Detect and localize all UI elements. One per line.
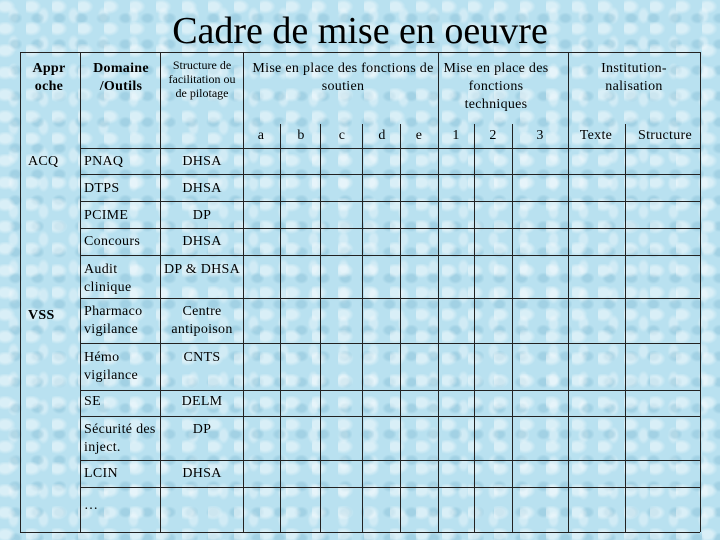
subheader-b: b	[297, 128, 305, 143]
grid-hline	[80, 416, 700, 417]
row-domaine: Pharmaco vigilance	[84, 304, 143, 337]
grid-vline	[243, 52, 244, 532]
subheader-d: d	[378, 128, 386, 143]
row-structure: DP	[192, 422, 212, 437]
subheader-e: e	[415, 128, 423, 143]
header-approche: Appr oche	[32, 61, 66, 94]
grid-hline	[80, 487, 700, 488]
grid-vline	[625, 124, 626, 532]
grid-vline	[400, 124, 401, 532]
header-techniques: Mise en place des fonctions techniques	[443, 61, 549, 112]
approach-vss: VSS	[28, 308, 55, 323]
grid-hline	[80, 228, 700, 229]
grid-vline	[280, 124, 281, 532]
grid-vline	[160, 52, 161, 532]
row-domaine: Audit clinique	[84, 262, 132, 295]
subheader-1: 1	[452, 128, 460, 143]
row-structure: CNTS	[183, 350, 221, 365]
grid-hline	[80, 390, 700, 391]
grid-vline	[700, 52, 701, 532]
row-structure: DHSA	[182, 234, 222, 249]
grid-vline	[438, 52, 439, 532]
approach-acq: ACQ	[28, 154, 59, 169]
grid-hline	[80, 148, 700, 149]
header-structure: Structure de facilitation ou de pilotage	[168, 58, 236, 100]
grid-vline	[512, 124, 513, 532]
grid-hline	[80, 174, 700, 175]
row-structure: DHSA	[182, 466, 222, 481]
grid-vline	[320, 124, 321, 532]
grid-hline	[20, 52, 700, 53]
subheader-c: c	[338, 128, 346, 143]
grid-vline	[80, 52, 81, 532]
row-domaine: Sécurité des inject.	[84, 422, 156, 455]
page-title: Cadre de mise en oeuvre	[172, 10, 548, 52]
row-structure: Centre antipoison	[171, 304, 233, 337]
row-domaine: Concours	[84, 234, 141, 249]
row-domaine: Hémo vigilance	[84, 350, 139, 383]
row-structure: DELM	[181, 394, 223, 409]
subheader-texte: Texte	[579, 128, 613, 143]
row-domaine: DTPS	[84, 181, 120, 196]
row-domaine: …	[84, 498, 99, 513]
grid-hline	[80, 201, 700, 202]
subheader-a: a	[257, 128, 265, 143]
grid-vline	[20, 52, 21, 532]
grid-hline	[80, 460, 700, 461]
subheader-structure: Structure	[637, 128, 693, 143]
grid-vline	[474, 124, 475, 532]
grid-vline	[568, 52, 569, 532]
header-soutien: Mise en place des fonctions de soutien	[252, 61, 434, 94]
header-domaine: Domaine /Outils	[93, 61, 149, 94]
subheader-2: 2	[489, 128, 497, 143]
row-structure: DHSA	[182, 181, 222, 196]
grid-hline	[80, 298, 700, 299]
row-structure: DHSA	[182, 154, 222, 169]
row-structure: DP & DHSA	[163, 262, 241, 277]
row-domaine: SE	[84, 394, 101, 409]
subheader-3: 3	[536, 128, 544, 143]
row-domaine: PNAQ	[84, 154, 124, 169]
header-institution: Institution- nalisation	[601, 61, 667, 94]
grid-hline	[80, 343, 700, 344]
grid-hline	[80, 255, 700, 256]
grid-hline	[20, 532, 700, 533]
grid-vline	[362, 124, 363, 532]
row-domaine: LCIN	[84, 466, 118, 481]
row-structure: DP	[192, 208, 212, 223]
row-domaine: PCIME	[84, 208, 129, 223]
